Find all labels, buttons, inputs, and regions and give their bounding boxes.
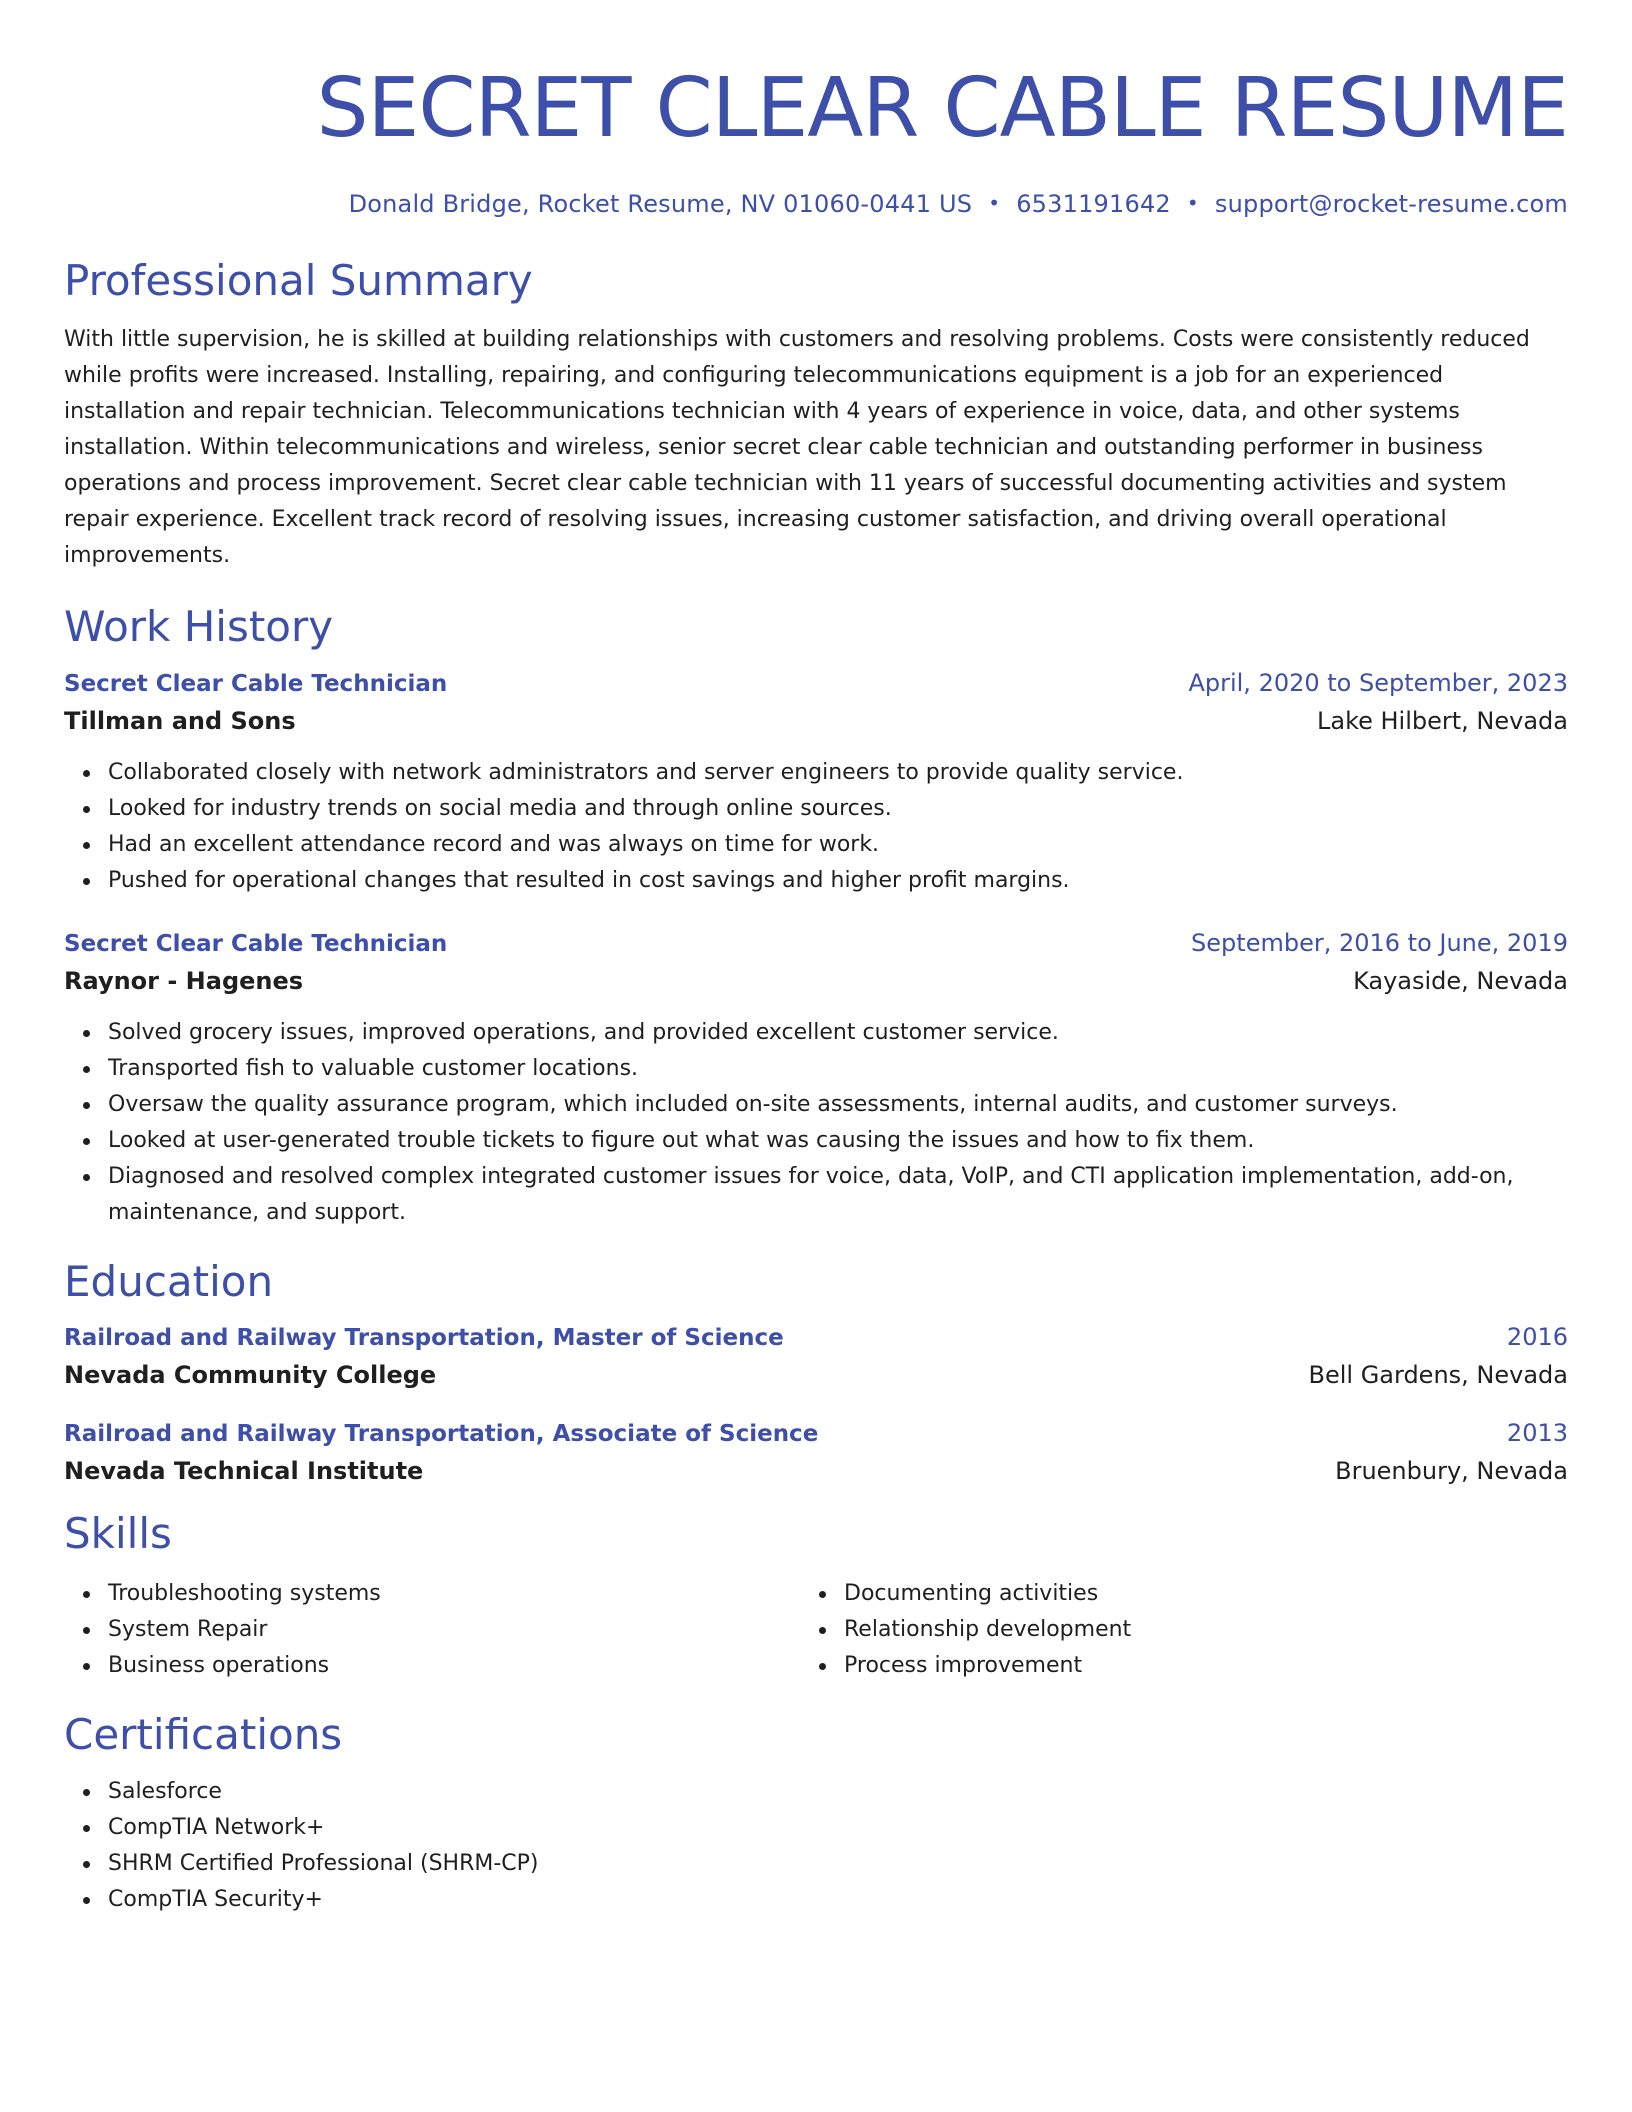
education-degree-row [64,1323,1568,1351]
education-year: 2013 [1506,1419,1568,1448]
list-item: Troubleshooting systems [108,1576,800,1612]
certifications-list [64,1774,1568,1918]
summary-text: With little supervision, he is skilled at building relationships with customers and resolving problems. Costs were consistently reduced while profits were increased. Installing, repairing, and configuring telecommunications equipment is a job for an experienced installation and repair technician. Telecommunications technician with 4 years of experience in voice, data, and other systems installation. Within telecommunications and wireless, senior secret clear cable technician and outstanding performer in business operations and process improvement. Secret clear cable technician with 11 years of successful documenting activities and system repair experience. Excellent track record of resolving issues, increasing customer satisfaction, and driving overall operational improvements. [64,327,1530,569]
job-location: Lake Hilbert, Nevada [1316,706,1568,735]
job-company: Raynor - Hagenes [64,966,304,995]
job-entry [64,929,1568,1231]
job-location: Kayaside, Nevada [1353,966,1568,995]
job-company-row [64,707,1568,735]
education-degree: Railroad and Railway Transportation, Master of Science [64,1325,784,1352]
skills-section [64,1509,1568,1683]
education-degree: Railroad and Railway Transportation, Associate of Science [64,1421,819,1448]
job-company-row [64,967,1568,995]
contact-separator: • [1186,191,1199,215]
work-history-section [64,602,1568,1230]
list-item: Had an excellent attendance record and was always on time for work. [108,827,1568,863]
job-title: Secret Clear Cable Technician [64,670,448,697]
contact-phone: 6531191642 [1016,190,1171,218]
list-item: Looked for industry trends on social media and through online sources. [108,791,1568,827]
education-year: 2016 [1506,1323,1568,1352]
contact-email: support@rocket-resume.com [1214,190,1568,218]
contact-separator: • [988,191,1001,215]
skills-list-right [800,1576,1536,1684]
education-location: Bell Gardens, Nevada [1308,1361,1568,1390]
list-item: Pushed for operational changes that resulted in cost savings and higher profit margins. [108,863,1568,899]
list-item: System Repair [108,1612,800,1648]
certifications-section [64,1710,1568,1918]
list-item: Process improvement [844,1648,1536,1684]
list-item: Transported fish to valuable customer locations. [108,1051,1568,1087]
section-heading-skills: Skills [64,1509,172,1559]
section-heading-education: Education [64,1256,274,1306]
education-school-row [64,1457,1568,1485]
job-company: Tillman and Sons [64,706,296,735]
education-section [64,1257,1568,1485]
list-item: Solved grocery issues, improved operations, and provided excellent customer service. [108,1015,1568,1051]
list-item: CompTIA Security+ [108,1882,1568,1918]
skills-grid [64,1576,1568,1684]
skills-column-right [800,1576,1536,1684]
summary-section [64,256,1568,574]
section-heading-summary: Professional Summary [64,256,533,305]
education-location: Bruenbury, Nevada [1335,1457,1568,1486]
list-item: Oversaw the quality assurance program, which included on-site assessments, internal audits, and customer surveys. [108,1087,1568,1123]
list-item: SHRM Certified Professional (SHRM-CP) [108,1846,1568,1882]
resume-title: SECRET CLEAR CABLE RESUME [316,61,1568,156]
job-title-row [64,669,1568,697]
job-bullets [64,1015,1568,1231]
list-item: Business operations [108,1648,800,1684]
list-item: Documenting activities [844,1576,1536,1612]
education-school-row [64,1361,1568,1389]
education-school: Nevada Technical Institute [64,1457,424,1486]
job-dates: April, 2020 to September, 2023 [1188,668,1568,697]
list-item: Looked at user-generated trouble tickets to figure out what was causing the issues and how to fix them. [108,1123,1568,1159]
education-entry [64,1323,1568,1389]
contact-line [64,190,1568,218]
job-entry [64,669,1568,899]
job-title-row [64,929,1568,957]
section-heading-certifications: Certifications [64,1709,343,1759]
list-item: Relationship development [844,1612,1536,1648]
list-item: Diagnosed and resolved complex integrated customer issues for voice, data, VoIP, and CTI application implementation, add-on, maintenance, and support. [108,1159,1568,1231]
resume-header [64,61,1568,218]
job-dates: September, 2016 to June, 2019 [1191,928,1568,957]
education-entry [64,1419,1568,1485]
education-degree-row [64,1419,1568,1447]
skills-list-left [64,1576,800,1684]
section-heading-work-history: Work History [64,602,334,652]
skills-column-left [64,1576,800,1684]
job-title: Secret Clear Cable Technician [64,930,448,957]
list-item: Collaborated closely with network administrators and server engineers to provide quality service. [108,755,1568,791]
list-item: CompTIA Network+ [108,1810,1568,1846]
job-bullets [64,755,1568,899]
list-item: Salesforce [108,1774,1568,1810]
contact-address: Donald Bridge, Rocket Resume, NV 01060-0441 US [348,190,973,218]
education-school: Nevada Community College [64,1361,437,1390]
